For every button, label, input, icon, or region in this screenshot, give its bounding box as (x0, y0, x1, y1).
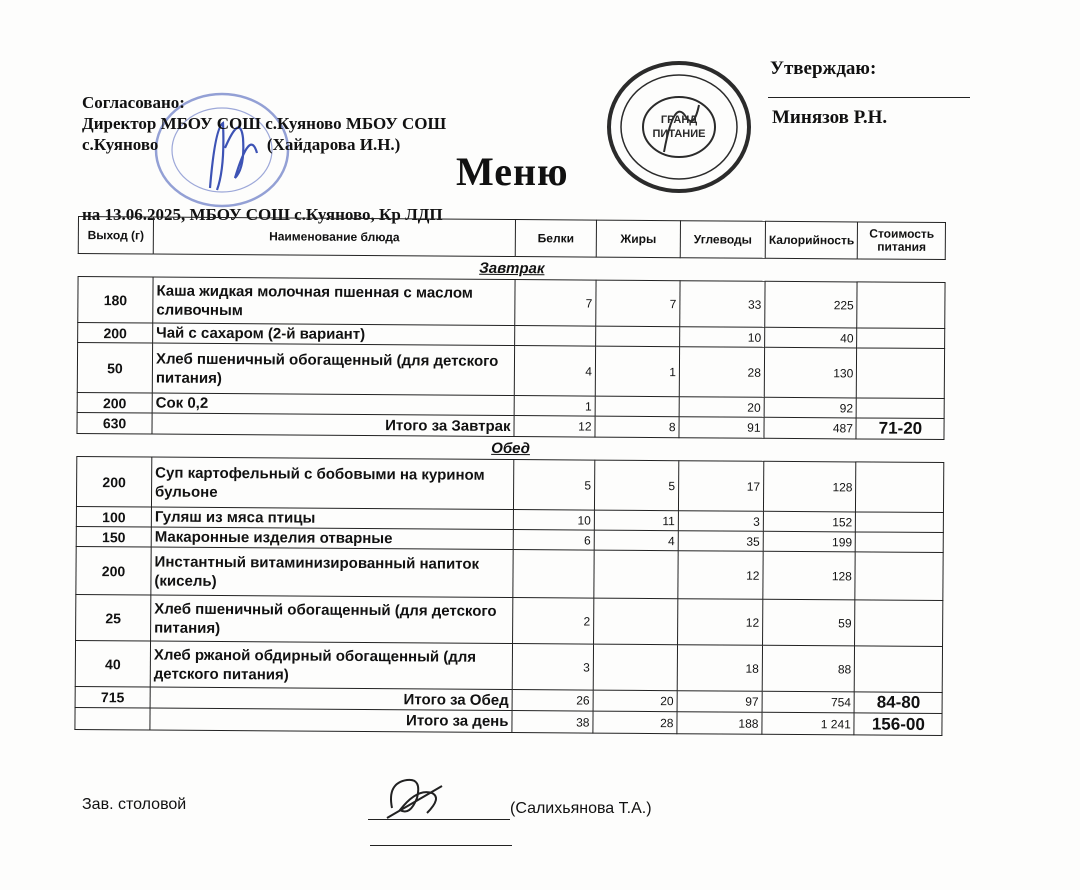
breakfast-rows (77, 277, 945, 419)
lunch-rows (75, 456, 944, 692)
agreed-director: Директор МБОУ СОШ с.Куяново МБОУ СОШ (82, 114, 447, 133)
dish-kcal: 88 (762, 645, 855, 692)
total-protein: 26 (512, 690, 593, 712)
dish-cost (856, 462, 944, 513)
menu-table (74, 216, 946, 736)
col-header-name: Наименование блюда (153, 217, 515, 257)
total-fat: 20 (593, 690, 677, 712)
dish-name: Чай с сахаром (2-й вариант) (153, 323, 515, 346)
dish-name: Хлеб пшеничный обогащенный (для детского питания) (151, 595, 513, 644)
agreement-block (82, 92, 446, 155)
dish-protein: 10 (513, 510, 594, 531)
dish-qty: 200 (76, 456, 151, 507)
company-seal-stamp (604, 57, 754, 197)
agreed-label: Согласовано: (82, 93, 185, 112)
table-row (78, 277, 946, 329)
dish-cost (857, 348, 945, 399)
dish-name: Каша жидкая молочная пшенная с маслом сливочным (153, 277, 515, 326)
dish-carbs: 17 (678, 461, 763, 512)
dish-name: Макаронные изделия отварные (151, 527, 513, 550)
total-fat: 8 (595, 416, 679, 438)
dish-carbs: 33 (680, 281, 765, 328)
footer-position: Зав. столовой (82, 796, 187, 813)
dish-kcal: 225 (765, 281, 858, 328)
day-total-fat: 28 (593, 711, 677, 734)
dish-carbs: 12 (678, 599, 763, 646)
total-protein: 12 (514, 416, 595, 438)
dish-kcal: 199 (763, 531, 856, 552)
section-title-lunch: Обед (77, 433, 945, 462)
svg-text:ГРАНД: ГРАНД (660, 114, 698, 126)
dish-cost (856, 532, 944, 553)
dish-carbs: 3 (678, 511, 763, 532)
dish-carbs: 35 (678, 531, 763, 552)
dish-fat: 5 (594, 460, 678, 511)
dish-carbs: 10 (680, 327, 765, 348)
dish-kcal: 92 (764, 397, 857, 418)
dish-qty: 40 (75, 640, 150, 687)
dish-protein: 4 (514, 346, 595, 397)
day-total-cost: 156-00 (854, 713, 942, 736)
dish-name: Инстантный витаминизированный напиток (кисель) (151, 547, 513, 598)
total-carbs: 91 (679, 417, 764, 439)
dish-kcal: 40 (765, 327, 858, 348)
dish-carbs: 20 (679, 397, 764, 418)
dish-protein (513, 550, 594, 599)
dish-fat: 4 (594, 530, 678, 551)
table-header-row (78, 217, 946, 260)
dish-qty: 180 (78, 277, 153, 324)
dish-name: Суп картофельный с бобовыми на курином бульоне (151, 457, 513, 510)
total-kcal: 754 (762, 691, 855, 713)
dish-protein: 1 (514, 396, 595, 417)
day-total-qty (75, 707, 150, 730)
dish-qty: 200 (76, 546, 151, 595)
dish-name: Гуляш из мяса птицы (151, 507, 513, 530)
dish-qty: 100 (76, 506, 151, 527)
dish-name: Хлеб ржаной обдирный обогащенный (для детского питания) (150, 641, 512, 690)
dish-cost (856, 512, 944, 533)
dish-cost (855, 552, 943, 601)
total-label: Итого за Обед (150, 687, 512, 711)
total-cost: 71-20 (856, 418, 944, 440)
dish-kcal: 130 (764, 347, 857, 398)
dish-qty: 200 (77, 392, 152, 413)
day-total-kcal: 1 241 (762, 712, 855, 735)
dish-kcal: 59 (763, 599, 856, 646)
col-header-protein: Белки (515, 220, 596, 258)
dish-fat: 11 (594, 510, 678, 531)
dish-kcal: 128 (763, 551, 856, 600)
day-total-row (75, 707, 943, 735)
dish-name: Хлеб пшеничный обогащенный (для детского питания) (152, 343, 514, 396)
dish-cost (855, 600, 943, 647)
table-row (77, 343, 945, 399)
total-label: Итого за Завтрак (152, 413, 514, 437)
approve-signature-line (768, 97, 970, 98)
svg-text:ПИТАНИЕ: ПИТАНИЕ (652, 128, 706, 140)
col-header-carbs: Углеводы (680, 221, 765, 259)
table-row (75, 640, 943, 692)
dish-qty: 50 (77, 343, 152, 394)
dish-fat (596, 326, 680, 347)
dish-fat (595, 396, 679, 417)
total-qty: 715 (75, 686, 150, 708)
signature-line-2 (370, 845, 512, 846)
col-header-fat: Жиры (596, 220, 680, 258)
page-title: Меню (456, 149, 569, 194)
dish-qty: 150 (76, 526, 151, 547)
approve-name: Минязов Р.Н. (772, 107, 888, 128)
dish-kcal: 152 (763, 511, 856, 532)
dish-name: Сок 0,2 (152, 393, 514, 416)
dish-protein: 6 (513, 530, 594, 551)
dish-carbs: 28 (679, 347, 764, 398)
menu-subtitle: на 13.06.2025, МБОУ СОШ с.Куяново, Кр ЛДП (82, 205, 443, 224)
total-kcal: 487 (764, 417, 857, 439)
dish-protein: 5 (513, 460, 594, 511)
dish-fat (594, 550, 678, 599)
dish-fat: 1 (595, 346, 679, 397)
col-header-kcal: Калорийность (765, 221, 858, 259)
dish-carbs: 18 (677, 645, 762, 692)
dish-fat: 7 (596, 280, 680, 327)
dish-protein (515, 326, 596, 347)
signature-line (368, 819, 510, 820)
table-row (76, 456, 944, 512)
table-row (76, 546, 944, 600)
dish-protein: 2 (513, 598, 594, 645)
total-qty: 630 (77, 412, 152, 434)
dish-cost (857, 282, 945, 329)
agreed-place: с.Куяново (82, 135, 159, 154)
agreed-director-line3 (82, 134, 446, 155)
dish-carbs: 12 (678, 551, 763, 600)
dish-cost (856, 398, 944, 419)
section-title-breakfast: Завтрак (78, 254, 946, 283)
footer-name: (Салихьянова Т.А.) (510, 800, 652, 817)
canteen-head-signature (382, 768, 452, 823)
approve-label: Утверждаю: (770, 58, 877, 79)
dish-qty: 25 (76, 594, 151, 641)
dish-fat (593, 644, 677, 691)
dish-protein: 7 (515, 280, 596, 327)
dish-fat (594, 598, 678, 645)
dish-protein: 3 (512, 644, 593, 691)
dish-kcal: 128 (763, 461, 856, 512)
agreed-director-name: (Хайдарова И.Н.) (266, 135, 401, 154)
day-total-label: Итого за день (150, 708, 512, 733)
dish-qty: 200 (78, 323, 153, 344)
total-cost: 84-80 (854, 692, 942, 714)
dish-cost (855, 646, 943, 693)
dish-cost (857, 328, 945, 349)
day-total-protein: 38 (512, 711, 593, 734)
table-row (76, 594, 944, 646)
total-carbs: 97 (677, 691, 762, 713)
day-total-carbs: 188 (677, 712, 762, 735)
col-header-qty: Выход (г) (78, 217, 153, 255)
col-header-cost: Стоимость питания (858, 222, 946, 260)
